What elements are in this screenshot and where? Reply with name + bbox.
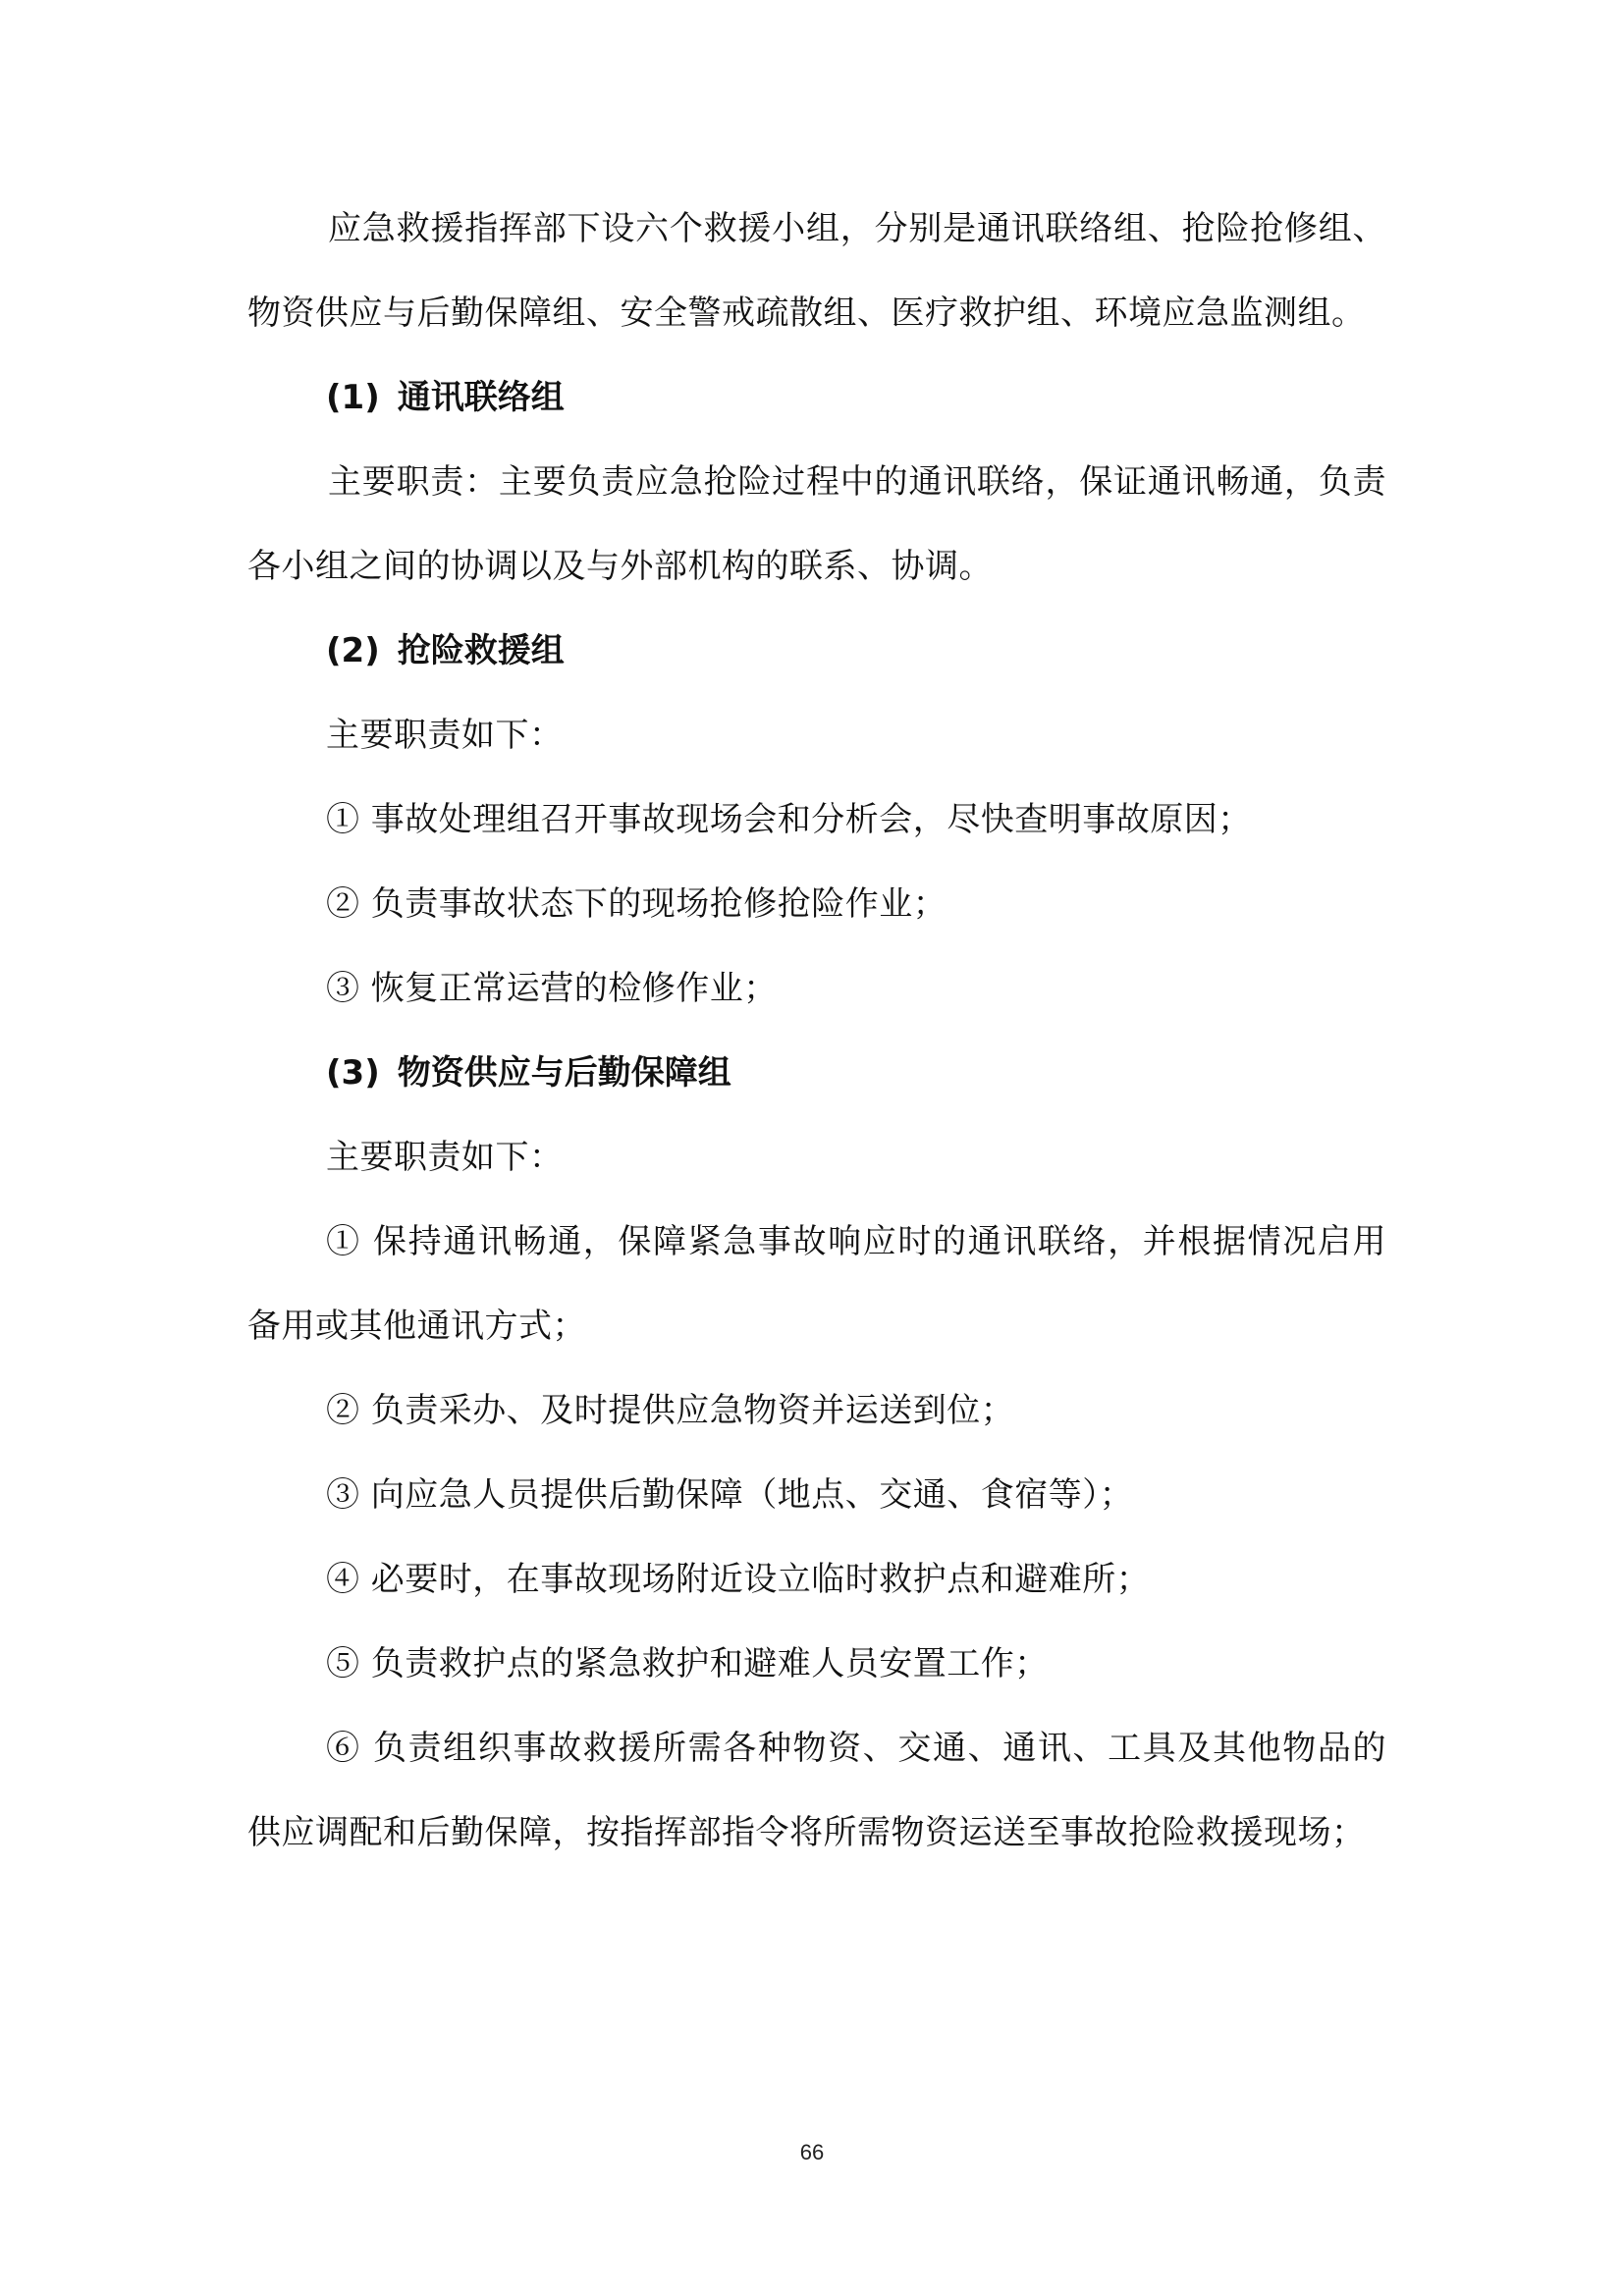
list-item: ② 负责采办、及时提供应急物资并运送到位； xyxy=(326,1391,1015,1430)
section-heading-3 xyxy=(247,1031,1386,1115)
section-number: (2) xyxy=(326,631,380,670)
list-item: ② 负责事故状态下的现场抢修抢险作业； xyxy=(326,884,947,924)
list-item: ③ 恢复正常运营的检修作业； xyxy=(326,969,778,1008)
section-2-intro: 主要职责如下： xyxy=(326,716,564,755)
document-body xyxy=(247,187,1386,1875)
list-item: ⑤ 负责救护点的紧急救护和避难人员安置工作； xyxy=(326,1644,1049,1683)
section-title: 通讯联络组 xyxy=(397,378,565,417)
section-heading-1 xyxy=(247,355,1386,440)
list-item: ① 事故处理组召开事故现场会和分析会，尽快查明事故原因； xyxy=(326,800,1252,839)
section-title: 物资供应与后勤保障组 xyxy=(397,1053,731,1093)
section-number: (3) xyxy=(326,1053,380,1093)
list-item: ④ 必要时，在事故现场附近设立临时救护点和避难所； xyxy=(326,1560,1151,1599)
page-number: 66 xyxy=(799,2140,825,2164)
section-3-intro: 主要职责如下： xyxy=(326,1138,564,1177)
section-heading-2 xyxy=(247,609,1386,693)
intro-paragraph: 应急救援指挥部下设六个救援小组，分别是通讯联络组、抢险抢修组、物资供应与后勤保障组、安全警戒疏散组、医疗救护组、环境应急监测组。 xyxy=(247,209,1386,333)
list-item: ③ 向应急人员提供后勤保障（地点、交通、食宿等）； xyxy=(326,1475,1134,1515)
section-1-duties: 主要职责：主要负责应急抢险过程中的通讯联络，保证通讯畅通，负责各小组之间的协调以及与外部机构的联系、协调。 xyxy=(247,462,1386,586)
list-item: ⑥ 负责组织事故救援所需各种物资、交通、通讯、工具及其他物品的供应调配和后勤保障，按指挥部指令将所需物资运送至事故抢险救援现场； xyxy=(247,1729,1386,1852)
list-item: ① 保持通讯畅通，保障紧急事故响应时的通讯联络，并根据情况启用备用或其他通讯方式； xyxy=(247,1222,1386,1346)
section-title: 抢险救援组 xyxy=(397,631,565,670)
section-number: (1) xyxy=(326,378,380,417)
